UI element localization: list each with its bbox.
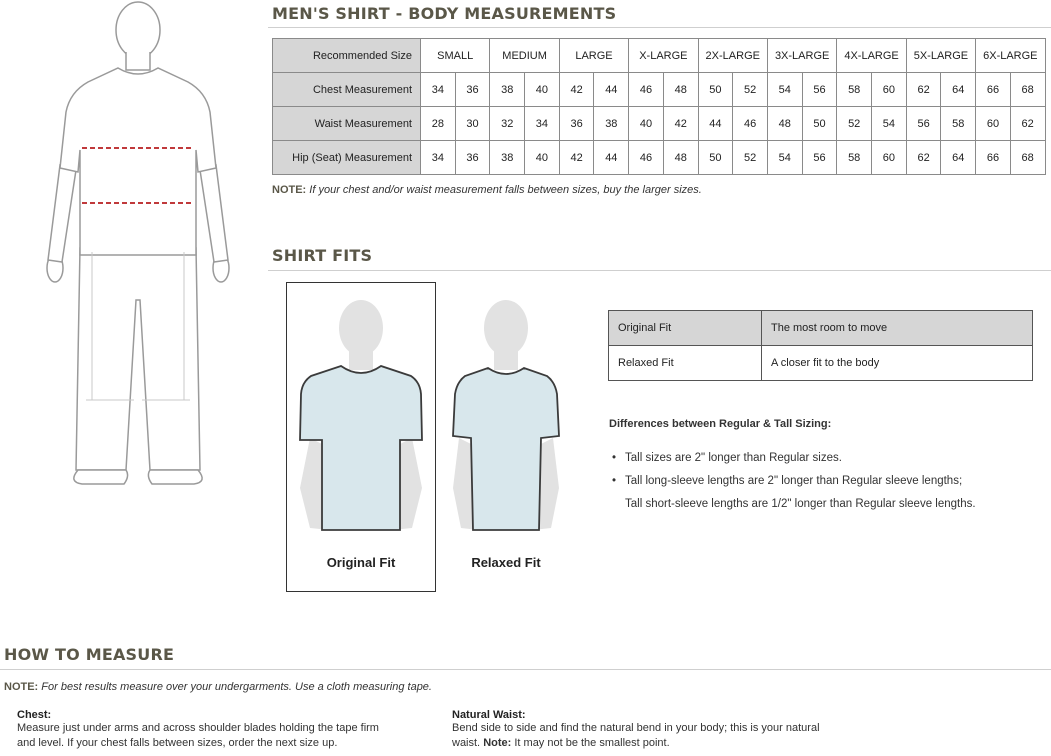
tall-sizing-bullet: • Tall sizes are 2" longer than Regular sizes. (609, 447, 976, 470)
waist-instructions-line: Bend side to side and find the natural bend in your body; this is your natural (452, 722, 820, 734)
measurement-value: 34 (421, 73, 456, 107)
size-name: SMALL (421, 39, 490, 73)
tall-sizing-bullet: • Tall long-sleeve lengths are 2" longer than Regular sleeve lengths; (609, 470, 976, 493)
size-header-row (273, 39, 1046, 73)
waist-line-rest: It may not be the smallest point. (514, 737, 670, 749)
measurement-value: 46 (629, 73, 664, 107)
size-name: LARGE (559, 39, 628, 73)
measurement-row (273, 141, 1046, 175)
waist-instructions (452, 709, 912, 751)
relaxed-fit-label: Relaxed Fit (471, 555, 541, 570)
measurement-value: 46 (629, 141, 664, 175)
measurement-value: 52 (733, 141, 768, 175)
waist-line-prefix: waist. (452, 737, 481, 749)
measurement-value: 60 (872, 73, 907, 107)
measurement-value: 66 (976, 141, 1011, 175)
size-name: MEDIUM (490, 39, 559, 73)
measurement-value: 44 (698, 107, 733, 141)
chest-instructions-line: Measure just under arms and across shoulder blades holding the tape firm (17, 722, 379, 734)
measurement-value: 60 (872, 141, 907, 175)
tall-sizing-list (609, 447, 976, 516)
measure-divider (0, 669, 1051, 670)
measurement-value: 54 (767, 141, 802, 175)
measurement-value: 28 (421, 107, 456, 141)
relaxed-fit-shirt-figure (441, 298, 571, 538)
tall-sizing-title: Differences between Regular & Tall Sizing: (609, 418, 832, 430)
measurement-value: 30 (455, 107, 490, 141)
measurement-value: 60 (976, 107, 1011, 141)
measurement-value: 40 (525, 141, 560, 175)
measurement-row-label: Waist Measurement (273, 107, 421, 141)
measurement-row-label: Chest Measurement (273, 73, 421, 107)
measurement-value: 36 (455, 141, 490, 175)
measurement-value: 52 (733, 73, 768, 107)
fit-description-table (608, 310, 1033, 381)
waist-note-label: Note: (483, 737, 512, 749)
measurement-value: 62 (906, 141, 941, 175)
size-name: 2X-LARGE (698, 39, 767, 73)
measurement-value: 34 (525, 107, 560, 141)
size-note-label: NOTE: (272, 184, 307, 196)
measurement-value: 48 (767, 107, 802, 141)
measurement-value: 62 (1010, 107, 1045, 141)
how-to-measure-title: HOW TO MEASURE (4, 645, 175, 664)
fit-name: Relaxed Fit (609, 346, 762, 381)
measurement-value: 42 (559, 141, 594, 175)
measurement-value: 56 (906, 107, 941, 141)
body-measurement-figure (38, 0, 238, 490)
measurement-value: 58 (941, 107, 976, 141)
measurement-value: 66 (976, 73, 1011, 107)
original-fit-label: Original Fit (326, 555, 396, 570)
shirt-fits-title: SHIRT FITS (272, 246, 373, 265)
measurement-value: 42 (559, 73, 594, 107)
size-name: X-LARGE (629, 39, 698, 73)
figure-left-arm (48, 165, 76, 262)
measurement-value: 44 (594, 141, 629, 175)
fit-name: Original Fit (609, 311, 762, 346)
size-name: 6X-LARGE (976, 39, 1045, 73)
figure-shirt (60, 68, 216, 255)
figure-neck (126, 52, 150, 70)
size-note-text: If your chest and/or waist measurement falls between sizes, buy the larger sizes. (309, 184, 702, 196)
measurement-value: 34 (421, 141, 456, 175)
figure-pants (76, 248, 200, 470)
body-measurements-title: MEN'S SHIRT - BODY MEASUREMENTS (272, 4, 617, 23)
measure-note (4, 681, 432, 693)
measurement-value: 58 (837, 141, 872, 175)
measurement-value: 54 (872, 107, 907, 141)
measurement-value: 44 (594, 73, 629, 107)
measurement-value: 56 (802, 141, 837, 175)
measurement-value: 36 (455, 73, 490, 107)
measurement-value: 40 (629, 107, 664, 141)
measurement-value: 52 (837, 107, 872, 141)
figure-right-arm (200, 165, 228, 262)
title-divider (268, 27, 1051, 28)
chest-instructions-title: Chest: (17, 709, 52, 721)
fits-divider (268, 270, 1051, 271)
fit-desc: A closer fit to the body (762, 346, 1033, 381)
measurement-value: 58 (837, 73, 872, 107)
measure-note-text: For best results measure over your undergarments. Use a cloth measuring tape. (41, 681, 432, 693)
chest-instructions (17, 709, 437, 751)
waist-instructions-title: Natural Waist: (452, 709, 526, 721)
fit-row (609, 311, 1033, 346)
size-header-label: Recommended Size (273, 39, 421, 73)
measurement-value: 48 (663, 141, 698, 175)
measurement-value: 64 (941, 141, 976, 175)
figure-left-foot (74, 470, 128, 484)
measurement-row (273, 107, 1046, 141)
measurement-row (273, 73, 1046, 107)
original-fit-shirt-figure (296, 298, 426, 538)
measurement-value: 38 (594, 107, 629, 141)
measurement-value: 38 (490, 73, 525, 107)
measurement-value: 50 (802, 107, 837, 141)
tall-sizing-bullet-continued: Tall short-sleeve lengths are 1/2" longer than Regular sleeve lengths. (625, 498, 976, 510)
size-chart-table (272, 38, 1046, 175)
measurement-value: 50 (698, 73, 733, 107)
measurement-value: 68 (1010, 141, 1045, 175)
measurement-value: 46 (733, 107, 768, 141)
measurement-value: 42 (663, 107, 698, 141)
chest-instructions-line: and level. If your chest falls between sizes, order the next size up. (17, 737, 338, 749)
measurement-value: 36 (559, 107, 594, 141)
measurement-value: 56 (802, 73, 837, 107)
measurement-value: 40 (525, 73, 560, 107)
measurement-value: 38 (490, 141, 525, 175)
fit-row (609, 346, 1033, 381)
fit-desc: The most room to move (762, 311, 1033, 346)
measurement-row-label: Hip (Seat) Measurement (273, 141, 421, 175)
size-name: 4X-LARGE (837, 39, 906, 73)
size-note (272, 184, 702, 196)
measurement-value: 62 (906, 73, 941, 107)
measurement-value: 32 (490, 107, 525, 141)
measurement-value: 50 (698, 141, 733, 175)
size-name: 3X-LARGE (767, 39, 836, 73)
waist-instructions-line (452, 736, 912, 751)
figure-right-foot (148, 470, 202, 484)
size-name: 5X-LARGE (906, 39, 975, 73)
measurement-value: 48 (663, 73, 698, 107)
measure-note-label: NOTE: (4, 681, 39, 693)
measurement-value: 64 (941, 73, 976, 107)
figure-head (116, 2, 160, 58)
measurement-value: 68 (1010, 73, 1045, 107)
measurement-value: 54 (767, 73, 802, 107)
